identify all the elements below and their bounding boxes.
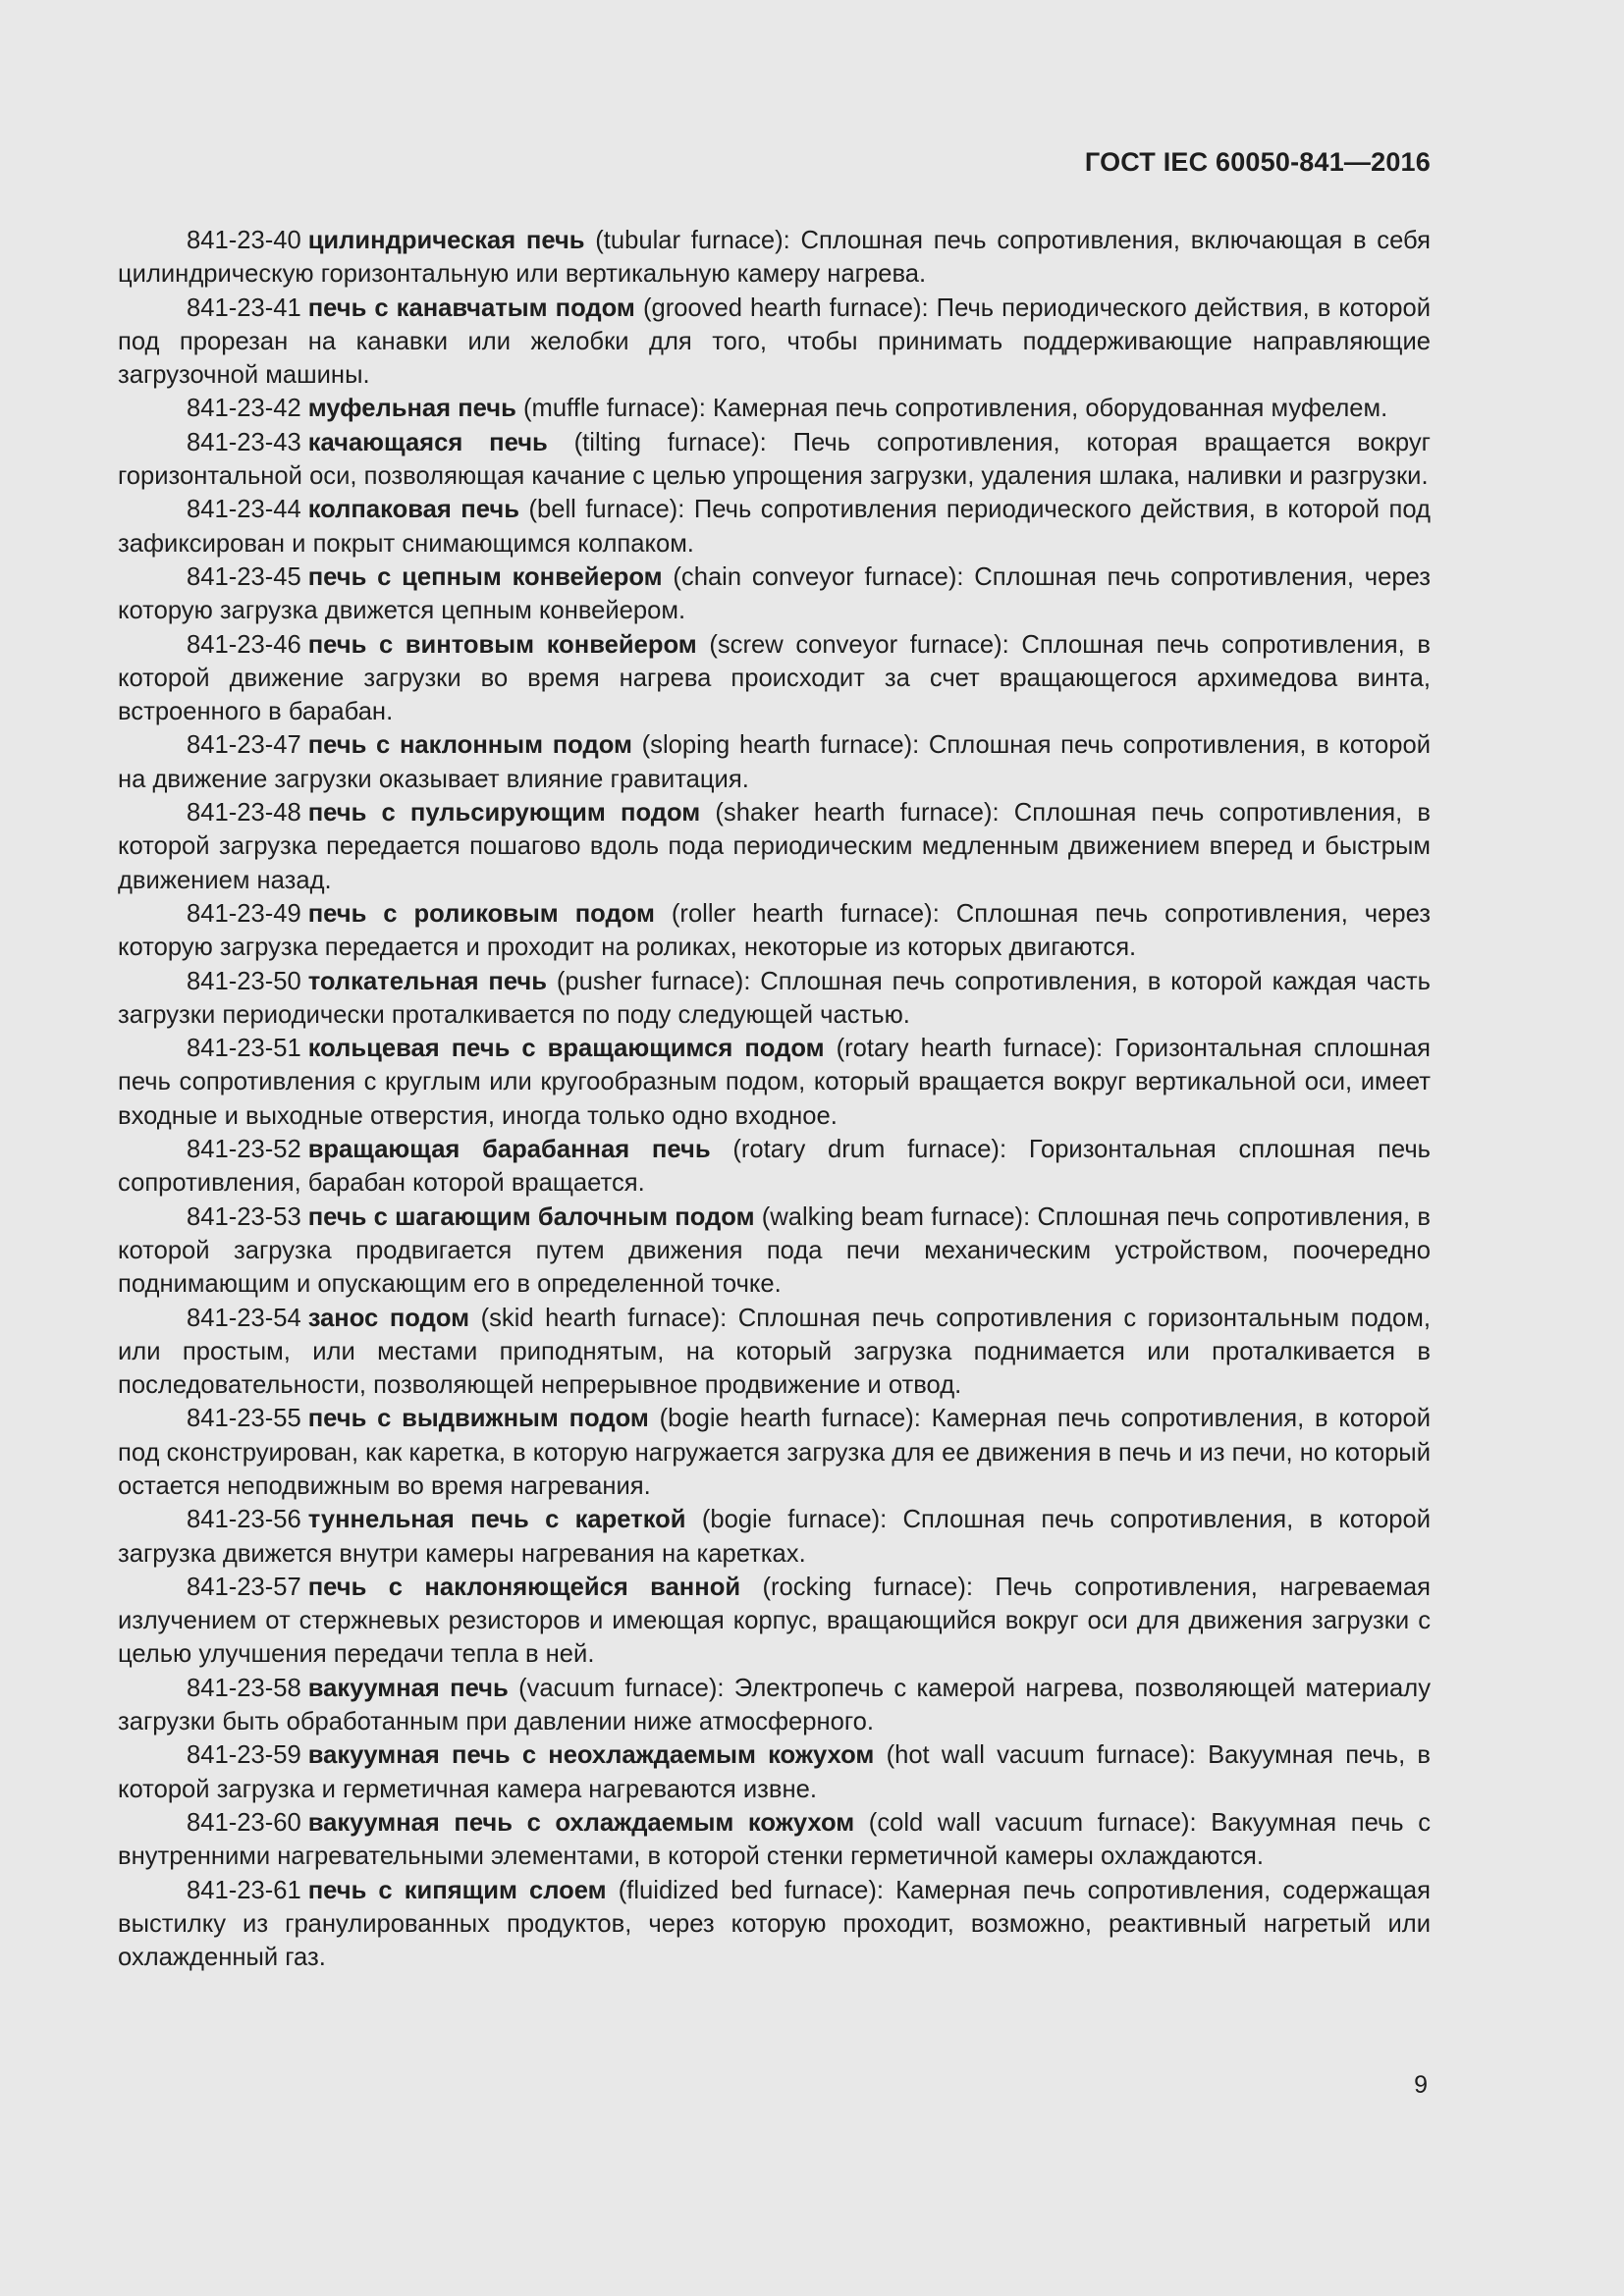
term-entry (118, 897, 1431, 965)
term-entry (118, 1201, 1431, 1302)
term-entry (118, 1806, 1431, 1874)
entry-definition: (pusher furnace): Сплошная печь сопротивления, в которой каждая часть загрузки периодически проталкивается по поду следующей частью. (118, 967, 1431, 1029)
entry-definition: (screw conveyor furnace): Сплошная печь сопротивления, в которой движение загрузки во время нагрева происходит за счет вращающегося архимедова винта, встроенного в барабан. (118, 630, 1431, 726)
entry-definition: (roller hearth furnace): Сплошная печь сопротивления, через которую загрузка передается и проходит на роликах, некоторые из которых двигаются. (118, 899, 1431, 962)
term-entry (118, 796, 1431, 897)
entry-number: 841-23-56 (187, 1506, 301, 1534)
entry-term: вакуумная печь с охлаждаемым кожухом (307, 1808, 855, 1837)
entry-number: 841-23-59 (187, 1741, 301, 1770)
entry-number: 841-23-45 (187, 562, 301, 591)
entry-definition: (grooved hearth furnace): Печь периодического действия, в которой под прорезан на канавки или желобки для того, чтобы принимать поддерживающие направляющие загрузочной машины. (118, 294, 1431, 390)
term-entry (118, 561, 1431, 628)
entry-number: 841-23-53 (187, 1202, 301, 1231)
entry-term: печь с пульсирующим подом (307, 799, 701, 828)
term-entry (118, 1503, 1431, 1571)
entry-definition: (bogie furnace): Сплошная печь сопротивления, в которой загрузка движется внутри камеры нагревания на каретках. (118, 1506, 1431, 1568)
page-number: 9 (1414, 2071, 1428, 2099)
term-entry (118, 1874, 1431, 1975)
entry-definition: (walking beam furnace): Сплошная печь сопротивления, в которой загрузка продвигается путем движения пода печи механическим устройством, поочередно поднимающим и опускающим его в определенной точке. (118, 1202, 1431, 1299)
term-entry (118, 426, 1431, 494)
standard-header: ГОСТ IEC 60050-841—2016 (1084, 147, 1431, 177)
entry-definition: (cold wall vacuum furnace): Вакуумная печь с внутренними нагревательными элементами, в которой стенки герметичной камеры охлаждаются. (118, 1808, 1431, 1871)
term-entry (118, 628, 1431, 729)
entry-number: 841-23-50 (187, 967, 301, 995)
term-entry (118, 1302, 1431, 1403)
entry-definition: (bell furnace): Печь сопротивления периодического действия, в которой под зафиксирован и покрыт снимающимся колпаком. (118, 496, 1431, 558)
entry-definition: (shaker hearth furnace): Сплошная печь сопротивления, в которой загрузка передается пошагово вдоль пода периодическим медленным движением вперед и быстрым движением назад. (118, 799, 1431, 894)
entry-number: 841-23-58 (187, 1674, 301, 1702)
term-entry (118, 1571, 1431, 1672)
entry-number: 841-23-52 (187, 1136, 301, 1164)
term-entry (118, 1133, 1431, 1201)
term-entry (118, 292, 1431, 393)
entry-definition: (tubular furnace): Сплошная печь сопротивления, включающая в себя цилиндрическую горизонтальную или вертикальную камеру нагрева. (118, 227, 1431, 289)
entry-term: печь с цепным конвейером (307, 562, 663, 591)
entry-number: 841-23-54 (187, 1304, 301, 1332)
term-entry (118, 728, 1431, 796)
entry-definition: (rotary drum furnace): Горизонтальная сплошная печь сопротивления, барабан которой вращается. (118, 1136, 1431, 1198)
entry-definition: (vacuum furnace): Электропечь с камерой нагрева, позволяющей материалу загрузки быть обработанным при давлении ниже атмосферного. (118, 1674, 1431, 1736)
term-entry (118, 1672, 1431, 1739)
entry-definition: (hot wall vacuum furnace): Вакуумная печь, в которой загрузка и герметичная камера нагреваются извне. (118, 1741, 1431, 1803)
entry-number: 841-23-51 (187, 1035, 301, 1063)
entry-term: туннельная печь с кареткой (307, 1506, 686, 1534)
entry-term: занос подом (307, 1304, 470, 1332)
entry-definition: (fluidized bed furnace): Камерная печь сопротивления, содержащая выстилку из гранулированных продуктов, через которую проходит, возможно, реактивный нагретый или охлажденный газ. (118, 1876, 1431, 1972)
entry-term: цилиндрическая печь (307, 227, 585, 254)
entry-number: 841-23-40 (187, 227, 301, 254)
entry-term: печь с винтовым конвейером (307, 630, 697, 659)
term-entry (118, 493, 1431, 561)
term-entry (118, 224, 1431, 292)
entry-term: кольцевая печь с вращающимся подом (307, 1035, 825, 1063)
term-entry (118, 1738, 1431, 1806)
entry-definition: (chain conveyor furnace): Сплошная печь сопротивления, через которую загрузка движется цепным конвейером. (118, 562, 1431, 625)
term-entry (118, 392, 1431, 425)
entry-term: вращающая барабанная печь (307, 1136, 711, 1164)
entry-number: 841-23-48 (187, 799, 301, 828)
term-entry (118, 1032, 1431, 1133)
entry-term: печь с наклоняющейся ванной (307, 1573, 741, 1601)
entry-term: муфельная печь (307, 395, 516, 423)
entry-number: 841-23-55 (187, 1405, 301, 1433)
entry-term: печь с кипящим слоем (307, 1876, 607, 1904)
entry-term: вакуумная печь (307, 1674, 509, 1702)
entry-definition: (sloping hearth furnace): Сплошная печь сопротивления, в которой на движение загрузки оказывает влияние гравитация. (118, 731, 1431, 793)
entry-term: печь с наклонным подом (307, 731, 632, 760)
entry-term: печь с шагающим балочным подом (307, 1202, 755, 1231)
entry-definition: (rotary hearth furnace): Горизонтальная сплошная печь сопротивления с круглым или кругообразным подом, который вращается вокруг вертикальной оси, имеет входные и выходные отверстия, иногда только одно входное. (118, 1035, 1431, 1130)
entry-term: печь с канавчатым подом (307, 294, 635, 322)
entry-definition: (bogie hearth furnace): Камерная печь сопротивления, в которой под сконструирован, как каретка, в которую нагружается загрузка для ее движения в печь и из печи, но который остается неподвижным во время нагревания. (118, 1405, 1431, 1500)
entry-term: колпаковая печь (307, 496, 519, 524)
term-entry (118, 965, 1431, 1033)
entry-definition: (tilting furnace): Печь сопротивления, которая вращается вокруг горизонтальной оси, позволяющая качание с целью упрощения загрузки, удаления шлака, наливки и разгрузки. (118, 428, 1431, 491)
entry-number: 841-23-49 (187, 899, 301, 928)
entry-definition: (muffle furnace): Камерная печь сопротивления, оборудованная муфелем. (522, 395, 1388, 423)
entry-term: толкательная печь (307, 967, 548, 995)
entry-term: качающаяся печь (307, 428, 548, 456)
term-list (118, 224, 1431, 1974)
entry-term: печь с выдвижным подом (307, 1405, 649, 1433)
entry-definition: (rocking furnace): Печь сопротивления, нагреваемая излучением от стержневых резисторов и имеющая корпус, вращающийся вокруг оси для движения загрузки с целью улучшения передачи тепла в ней. (118, 1573, 1431, 1669)
entry-number: 841-23-46 (187, 630, 301, 659)
entry-term: печь с роликовым подом (307, 899, 655, 928)
entry-number: 841-23-44 (187, 496, 301, 524)
entry-number: 841-23-43 (187, 428, 301, 456)
entry-number: 841-23-57 (187, 1573, 301, 1601)
entry-number: 841-23-47 (187, 731, 301, 760)
entry-number: 841-23-60 (187, 1808, 301, 1837)
entry-term: вакуумная печь с неохлаждаемым кожухом (307, 1741, 875, 1770)
term-entry (118, 1402, 1431, 1503)
entry-number: 841-23-61 (187, 1876, 301, 1904)
entry-number: 841-23-41 (187, 294, 301, 322)
entry-number: 841-23-42 (187, 395, 301, 423)
entry-definition: (skid hearth furnace): Сплошная печь сопротивления с горизонтальным подом, или простым, или местами приподнятым, на который загрузка поднимается или проталкивается в последовательности, позволяющей непрерывное продвижение и отвод. (118, 1304, 1431, 1400)
